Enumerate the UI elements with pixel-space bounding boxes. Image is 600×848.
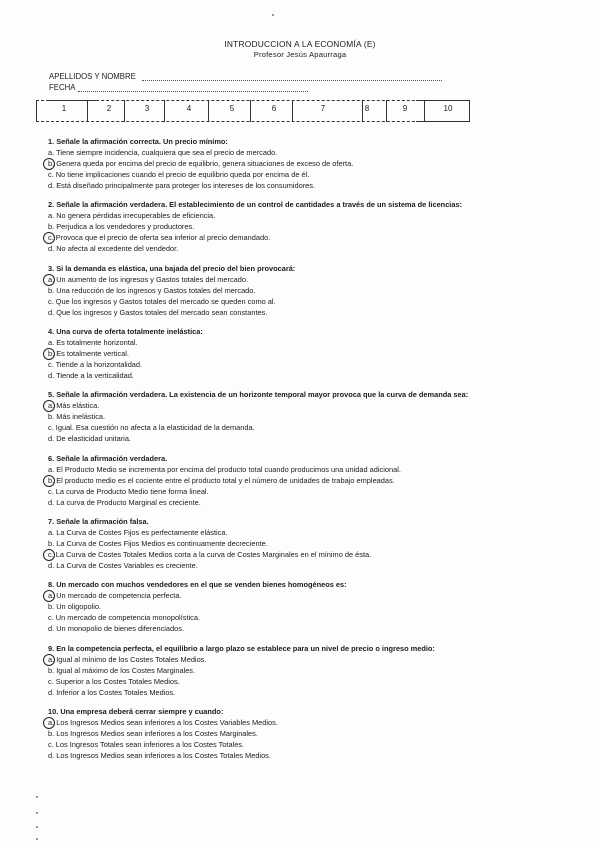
answer-option[interactable] xyxy=(48,497,578,508)
answer-option[interactable] xyxy=(48,243,578,254)
grid-line xyxy=(292,100,293,122)
answer-option-text: d. Un monopolio de bienes diferenciados. xyxy=(48,624,184,634)
question-stem: 9. En la competencia perfecta, el equilibrio a largo plazo se establece para un nivel de precio o ingreso medio: xyxy=(48,644,435,653)
answer-option-text: b. Es totalmente vertical. xyxy=(48,349,129,359)
grid-number: 5 xyxy=(229,104,235,113)
answer-option-text: c. Un mercado de competencia monopolística. xyxy=(48,613,200,623)
answer-option[interactable] xyxy=(48,590,578,601)
answer-option-text: d. No afecta al excedente del vendedor. xyxy=(48,244,179,254)
question-block xyxy=(48,389,578,444)
answer-option-text: a. Los Ingresos Medios sean inferiores a los Costes Variables Medios. xyxy=(48,718,278,728)
answer-option[interactable] xyxy=(48,337,578,348)
answer-option-text: a. Un mercado de competencia perfecta. xyxy=(48,591,182,601)
question-block xyxy=(48,199,578,254)
grid-line xyxy=(386,100,387,122)
question-stem: 10. Una empresa deberá cerrar siempre y cuando: xyxy=(48,707,224,716)
answer-option-text: b. Un oligopolio. xyxy=(48,602,102,612)
answer-option[interactable] xyxy=(48,750,578,761)
question-block xyxy=(48,136,578,191)
grid-number: 6 xyxy=(271,104,277,113)
answer-option[interactable] xyxy=(48,728,578,739)
grid-number: 1 xyxy=(61,104,67,113)
answer-option-text: a. Más elástica. xyxy=(48,401,100,411)
scan-speck xyxy=(36,796,38,798)
answer-option-text: d. La Curva de Costes Variables es creciente. xyxy=(48,561,198,571)
answer-option-text: b. El producto medio es el cociente entre el producto total y el número de unidades de trabajo empleadas. xyxy=(48,476,395,486)
grid-line xyxy=(124,100,125,122)
answer-option[interactable] xyxy=(48,601,578,612)
grid-number: 4 xyxy=(186,104,192,113)
question-block xyxy=(48,326,578,381)
answer-option[interactable] xyxy=(48,549,578,560)
answer-option-text: d. Inferior a los Costes Totales Medios. xyxy=(48,688,176,698)
answer-option-text: c. Igual. Esa cuestión no afecta a la elasticidad de la demanda. xyxy=(48,423,255,433)
grid-line xyxy=(469,100,470,122)
answer-option[interactable] xyxy=(48,147,578,158)
question-block xyxy=(48,453,578,508)
answer-option-text: d. Está diseñado principalmente para proteger los intereses de los consumidores. xyxy=(48,181,316,191)
answer-option-text: c. Tiende a la horizontalidad. xyxy=(48,360,143,370)
grid-number: 7 xyxy=(320,104,326,113)
answer-option-text: b. Genera queda por encima del precio de equilibrio, genera situaciones de exceso de oferta. xyxy=(48,159,354,169)
answer-option[interactable] xyxy=(48,623,578,634)
question-stem: 3. Si la demanda es elástica, una bajada del precio del bien provocará: xyxy=(48,264,296,273)
answer-option-text: a. Es totalmente horizontal. xyxy=(48,338,138,348)
answer-option-text: a. Un aumento de los ingresos y Gastos totales del mercado. xyxy=(48,275,249,285)
answer-option-text: c. Provoca que el precio de oferta sea inferior al precio demandado. xyxy=(48,233,271,243)
answer-option-text: c. Superior a los Costes Totales Medios. xyxy=(48,677,180,687)
answer-option[interactable] xyxy=(48,274,578,285)
score-grid xyxy=(36,100,470,122)
answer-option[interactable] xyxy=(48,307,578,318)
question-block xyxy=(48,516,578,571)
answer-option[interactable] xyxy=(48,665,578,676)
answer-option[interactable] xyxy=(48,560,578,571)
answer-option-text: a. La Curva de Costes Fijos es perfectamente elástica. xyxy=(48,528,228,538)
answer-option[interactable] xyxy=(48,158,578,169)
answer-option-text: a. Tiene siempre incidencia, cualquiera que sea el precio de mercado. xyxy=(48,148,278,158)
answer-option[interactable] xyxy=(48,370,578,381)
answer-option[interactable] xyxy=(48,717,578,728)
answer-option-text: b. Igual al máximo de los Costes Marginales. xyxy=(48,666,196,676)
question-stem: 4. Una curva de oferta totalmente inelástica: xyxy=(48,327,203,336)
answer-option-text: c. Los Ingresos Totales sean inferiores a los Costes Totales. xyxy=(48,740,245,750)
exam-title: INTRODUCCION A LA ECONOMÍA (E) xyxy=(224,39,376,49)
scan-speck xyxy=(36,826,38,828)
answer-option-text: d. Que los ingresos y Gastos totales del mercado sean constantes. xyxy=(48,308,268,318)
grid-line xyxy=(164,100,165,122)
grid-line xyxy=(87,100,88,122)
answer-option[interactable] xyxy=(48,285,578,296)
answer-option-text: a. No genera pérdidas irrecuperables de eficiencia. xyxy=(48,211,216,221)
answer-option-text: d. La curva de Producto Marginal es creciente. xyxy=(48,498,201,508)
answer-option-text: b. La Curva de Costes Fijos Medios es continuamente decreciente. xyxy=(48,539,268,549)
question-block xyxy=(48,263,578,318)
answer-option-text: d. Los Ingresos Medios sean inferiores a los Costes Totales Medios. xyxy=(48,751,271,761)
date-label: FECHA xyxy=(49,83,76,92)
grid-line xyxy=(36,121,470,122)
grid-line xyxy=(208,100,209,122)
question-block xyxy=(48,579,578,634)
answer-option-text: d. De elasticidad unitaria. xyxy=(48,434,131,444)
question-stem: 1. Señale la afirmación correcta. Un precio mínimo: xyxy=(48,137,228,146)
answer-option[interactable] xyxy=(48,232,578,243)
grid-number: 2 xyxy=(106,104,112,113)
answer-option-text: c. No tiene implicaciones cuando el precio de equilibrio queda por encima de él. xyxy=(48,170,310,180)
question-stem: 6. Señale la afirmación verdadera. xyxy=(48,454,168,463)
grid-number: 9 xyxy=(402,104,408,113)
professor-name: Profesor Jesús Apaurraga xyxy=(253,50,347,59)
grid-line xyxy=(250,100,251,122)
answer-option[interactable] xyxy=(48,433,578,444)
answer-option[interactable] xyxy=(48,739,578,750)
grid-line xyxy=(424,100,425,122)
question-stem: 7. Señale la afirmación falsa. xyxy=(48,517,149,526)
answer-option[interactable] xyxy=(48,687,578,698)
answer-option[interactable] xyxy=(48,348,578,359)
scan-speck xyxy=(36,838,38,840)
answer-option[interactable] xyxy=(48,486,578,497)
answer-option-text: b. Los Ingresos Medios sean inferiores a los Costes Marginales. xyxy=(48,729,258,739)
grid-number: 8 xyxy=(364,104,370,113)
question-stem: 2. Señale la afirmación verdadera. El establecimiento de un control de cantidades a través de un sistema de licencias: xyxy=(48,200,463,209)
answer-option[interactable] xyxy=(48,422,578,433)
surname-label: APELLIDOS Y NOMBRE xyxy=(49,72,136,81)
question-block xyxy=(48,706,578,761)
scan-speck xyxy=(272,14,274,16)
answer-option[interactable] xyxy=(48,400,578,411)
answer-option[interactable] xyxy=(48,612,578,623)
grid-number: 3 xyxy=(144,104,150,113)
scan-speck xyxy=(36,812,38,814)
answer-option[interactable] xyxy=(48,169,578,180)
grid-line xyxy=(36,100,37,122)
answer-option[interactable] xyxy=(48,411,578,422)
grid-number: 10 xyxy=(443,104,453,113)
grid-line xyxy=(36,100,470,101)
answer-option[interactable] xyxy=(48,654,578,665)
answer-option[interactable] xyxy=(48,538,578,549)
answer-option[interactable] xyxy=(48,296,578,307)
answer-option-text: b. Una reducción de los ingresos y Gastos totales del mercado. xyxy=(48,286,256,296)
answer-option-text: c. Que los ingresos y Gastos totales del mercado se queden como al. xyxy=(48,297,276,307)
answer-option-text: a. El Producto Medio se incrementa por encima del producto total cuando producimos una unidad adicional. xyxy=(48,465,401,475)
answer-option[interactable] xyxy=(48,676,578,687)
answer-option-text: c. La curva de Producto Medio tiene forma lineal. xyxy=(48,487,209,497)
answer-option[interactable] xyxy=(48,475,578,486)
answer-option-text: d. Tiende a la verticalidad. xyxy=(48,371,134,381)
question-block xyxy=(48,643,578,698)
answer-option[interactable] xyxy=(48,359,578,370)
answer-option-text: b. Más inelástica. xyxy=(48,412,106,422)
question-stem: 8. Un mercado con muchos vendedores en el que se venden bienes homogéneos es: xyxy=(48,580,347,589)
grid-line xyxy=(46,100,96,101)
answer-option-text: c. La Curva de Costes Totales Medios corta a la curva de Costes Marginales en el mínimo de ésta. xyxy=(48,550,372,560)
answer-option[interactable] xyxy=(48,210,578,221)
answer-option[interactable] xyxy=(48,464,578,475)
answer-option-text: b. Perjudica a los vendedores y productores. xyxy=(48,222,195,232)
surname-fill-line[interactable] xyxy=(142,80,442,81)
answer-option[interactable] xyxy=(48,527,578,538)
answer-option-text: a. Igual al mínimo de los Costes Totales Medios. xyxy=(48,655,207,665)
answer-option[interactable] xyxy=(48,221,578,232)
question-stem: 5. Señale la afirmación verdadera. La existencia de un horizonte temporal mayor provoca que la curva de demanda sea: xyxy=(48,390,469,399)
date-fill-line[interactable] xyxy=(78,91,308,92)
answer-option[interactable] xyxy=(48,180,578,191)
